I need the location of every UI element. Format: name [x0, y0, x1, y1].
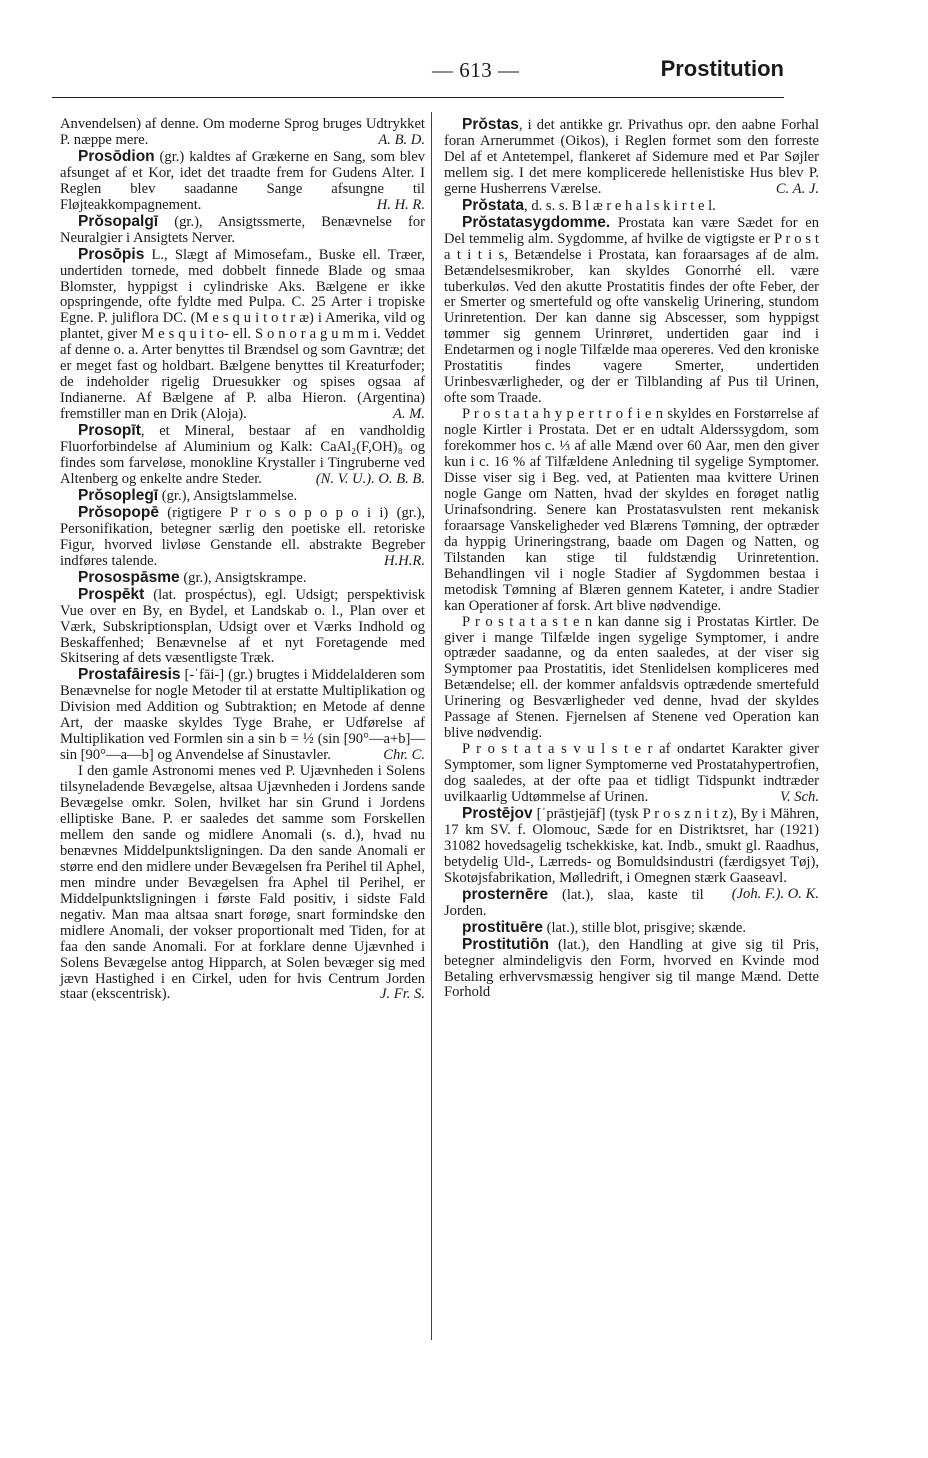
headword: Prŏstas: [462, 116, 519, 133]
headword: Prostitutiōn: [462, 935, 549, 953]
entry-prosopalgi: [60, 214, 425, 247]
entry-text: (lat.), stille blot, prisgive; skænde.: [542, 919, 747, 936]
entry-prostata: [444, 198, 819, 215]
author-signature: J. Fr. S.: [380, 986, 425, 1003]
author-signature: Chr. C.: [383, 747, 425, 764]
entry-prosoplegi: [60, 488, 425, 505]
entry-text: P r o s t a t a h y p e r t r o f i e n skyldes en Forstørrelse af nogle Kirtler i Prostata. Det er en udtalt Alderssygdom, som forekommer hos c. ⅓ af alle Mænd over 60 Aar, men den giver kun i c. 16 % af Tilfældene Anledning til sygelige Symptomer. Disse viser sig i Beg. ved, at Patienten maa kvittere Urinen nogle Gange om Natten, hvad der skyldes en forøget natlig Urinafsondring. Senere kan Prostatasvulsten rent mekanisk foraarsage Vanskeligheder ved Blærens Tømning, der optræder da hyppig Urineringstrang, baade om Dagen og Natten, og Tilstanden kan stige til fuldstændig Urinretention. Behandlingen vil i nogle Stadier af Sygdommen bestaa i metodisk Tømning af Blæren gennem Kateter, i andre Stadier kan Operationer af forsk. Art blive nødvendige.: [444, 406, 819, 614]
entry-text: (gr.), Ansigtssmerte, Benævnelse for Neuralgier i Ansigtets Nerver.: [60, 213, 425, 246]
headword: Prostējov: [462, 804, 533, 822]
entry-prosopis: [60, 247, 425, 423]
headword: Prosōpis: [78, 245, 145, 263]
entry-text: , d. s. s. B l æ r e h a l s k i r t e l.: [524, 197, 716, 214]
author-signature: (N. V. U.). O. B. B.: [315, 470, 425, 487]
entry-text: (gr.), Ansigtskrampe.: [179, 569, 307, 586]
entry-prospekt: [60, 587, 425, 668]
author-signature: C. A. J.: [775, 180, 819, 197]
author-signature: H. H. R.: [376, 196, 425, 213]
headword: prostituēre: [462, 918, 543, 936]
headword: Prosōdion: [78, 147, 155, 165]
headword: Prosopīt: [78, 422, 141, 440]
entry-text: I den gamle Astronomi menes ved P. Ujævnheden i Solens tilsyneladende Bevægelse, altsaa Ujævnheden i Jordens sande Bevægelse omkr. Solen, hvilket har sin Grund i Jordens elliptiske Bane. P. er saaledes det samme som Forskellen mellem den sande og midlere Anomali (s. d.), hvad nu benævnes Middelpunktsligningen. Da den sande Anomali er større end den midlere under Bevægelsen fra Perihel til Aphel, men mindre under Bevægelsen fra Aphel til Perihel, er Middelpunktsligningen i første Fald positiv, i sidste Fald negativ. Man maa altsaa snart forøge, snart formindske den midlere Anomali, der vokser proportionalt med Tiden, for at faa den sande Anomali. For at forklare denne Ujævnhed i Solens Bevægelse antog Hipparch, at Solen bevæger sig med jævn Hastighed i en Cirkel, uden for hvis Centrum Jorden staar (ekscentrisk).: [60, 763, 425, 1003]
left-column: [60, 117, 425, 1003]
entry-text: , et Mineral, bestaar af en vandholdig Fluorforbindelse af Aluminium og Kalk: CaAl₂(F,OH)₈ og findes som farveløse, monokline Krystaller i Tingruberne ved Altenberg og enkelte andre Steder.: [60, 423, 425, 487]
entry-text: (rigtigere P r o s o p o p o i i) (gr.), Personifikation, betegner særlig den poetiske ell. retoriske Figur, hvorved livløse Genstande ell. abstrakte Begreber indføres talende.: [60, 504, 425, 569]
entry-text: , i det antikke gr. Privathus opr. den aabne Forhal foran Arnerummet (Oikos), i Reglen formet som den forreste Del af et Antetempel, flankeret af Sidemure med et Par Søjler mellem sig. I det mere komplicerede hellenistiske Hus blev P. gerne Husherrens Værelse.: [444, 117, 819, 197]
entry-text: (lat.), den Handling at give sig til Pris, betegner almindeligvis den Form, hvorved en Kvinde mod Betaling erhvervsmæssig hengiver sig til mange Mænd. Dette Forhold: [444, 936, 819, 1001]
headword: Prŏstata: [462, 196, 525, 214]
page-header: [52, 58, 784, 88]
headword: Prŏsopopē: [78, 503, 159, 521]
entry-text: (gr.) kaldtes af Grækerne en Sang, som blev afsunget af et Kor, idet det traadte frem for Gudens Alter. I Reglen blev saadanne Sange afsungne til Fløjteakkompagnement.: [60, 148, 425, 213]
right-column: [444, 117, 819, 1001]
page-number: — 613 —: [432, 58, 520, 82]
entry-prosopit: [60, 423, 425, 488]
running-head: Prostitution: [660, 56, 784, 81]
entry-text: (lat.), slaa, kaste til Jorden.: [444, 886, 704, 919]
entry-text: Anvendelsen) af denne. Om moderne Sprog bruges Udtrykket P. næppe mere.: [60, 116, 425, 148]
entry-prostitution: [444, 937, 819, 1002]
entry-text: P r o s t a t a s t e n kan danne sig i Prostatas Kirtler. De giver i mange Tilfælde ingen sygelige Symptomer, i andre optræder saadanne, og da enten saaledes, at der viser sig Symptomer paa Prostatitis, idet Stenlidelsen kompliceres med Betændelse; ell. der kommer anfaldsvis optrædende smertefuld Urinering og Besværligheder ved denne, hvad der skyldes Passage af Stenen. Fjernelsen af Stenene ved Operation kan blive nødvendig.: [444, 613, 819, 742]
headword: Prosospāsme: [78, 568, 180, 586]
column-divider: [431, 112, 432, 1340]
entry-prostas: [444, 117, 819, 198]
entry-text: Prostata kan være Sædet for en Del temmelig alm. Sygdomme, af hvilke de vigtigste er P r o s t a t i t i s, Betændelse i Prostata, kan foraarsages af de alm. Betændelsesmikrober, kan skyldes Gonorrhé ell. være tuberkuløs. Ved den akutte Prostatitis findes der ofte Feber, der er Smerter og smertefuld og ofte vanskelig Urinering, stundom Urinretention. Der kan danne sig Abscesser, som hyppigst tømmer sig gennem Urinrøret, undertiden gaar ind i Endetarmen og i nogle Tilfælde maa opereres. Ved den kroniske Prostatitis findes vagere Smerter, undertiden Urinbesværligheder, og der er Tilblanding af Pus til Urinen, ofte som Traade.: [444, 214, 819, 407]
entry-prosodion: [60, 149, 425, 214]
entry-text: P r o s t a t a s v u l s t e r af ondartet Karakter giver Symptomer, som ligner Symptomerne ved Prostatahypertrofien, dog saaledes, at der ofte paa et tidligt Tidspunkt indtræder uvilkaarlig Udtømmelse af Urinen.: [444, 741, 819, 806]
author-signature: (Joh. F.). O. K.: [731, 885, 819, 902]
headword: Prospēkt: [78, 585, 145, 603]
entry-anvendelsen: [60, 117, 425, 149]
entry-prostatasten: [444, 615, 819, 743]
entry-astronomi: [60, 764, 425, 1003]
entry-prostafairesis: [60, 667, 425, 764]
entry-text: (gr.), Ansigtslammelse.: [158, 487, 298, 504]
entry-text: [-ˈfāi-] (gr.) brugtes i Middelalderen som Benævnelse for nogle Metoder til at erstatte Multiplikation og Division med Addition og Subtraktion; en Metode af denne Art, der maaske skyldes Tyge Brahe, er Udførelse af Multiplikation ved Formlen sin a sin b = ½ (sin [90°—a+b]—sin [90°—a—b] og Anvendelse af Sinustavler.: [60, 667, 425, 764]
author-signature: A. M.: [392, 406, 425, 423]
entry-text: [ˈprāstjejāf] (tysk P r o s z n i t z), By i Mähren, 17 km SV. f. Olomouc, Sæde for en Distriktsret, har (1921) 31082 hovedsagelig tschekkiske, kat. Indb., smukt gl. Raadhus, betydelig Uld-, Lærreds- og Bomuldsindustri (færdigsyet Tøj), Skotøjsfabrikation, Mølledrift, i Omegnen stærk Gaaseavl.: [444, 805, 819, 886]
entry-prosospasme: [60, 570, 425, 587]
headword: Prŏsoplegī: [78, 486, 159, 504]
entry-text: L., Slægt af Mimosefam., Buske ell. Træer, undertiden tornede, med dobbelt finnede Blade og smaa Blomster, hyppigst i cylindriske Aks. Bælgene er ikke opspringende, ofte fyldte med Pulpa. C. 25 Arter i tropiske Egne. P. juliflora DC. (M e s q u i t o t r æ) i Amerika, vild og plantet, giver M e s q u i t o- ell. S o n o r a g u m m i. Veddet af denne o. a. Arter benyttes til Brændsel og som Gavntræ; det er meget fast og holdbart. Bælgene benyttes til Kreaturfoder; de indeholder rigelig Druesukker og spises ogsaa af Indianerne. Af Bælgene af P. alba Hieron. (Argentina) fremstiller man en Drik (Aloja).: [60, 246, 425, 423]
headword: prosternēre: [462, 885, 549, 903]
header-rule: [52, 97, 784, 98]
author-signature: A. B. D.: [378, 131, 425, 148]
entry-prostituere: [444, 920, 819, 937]
entry-prostatahypertrofien: [444, 407, 819, 614]
headword: Prŏsopalgī: [78, 212, 159, 230]
headword: Prŏstatasygdomme.: [462, 213, 611, 231]
entry-prostatasygdomme: [444, 215, 819, 407]
author-signature: V. Sch.: [779, 789, 819, 806]
headword: Prostafāiresis: [78, 666, 181, 684]
entry-prostatasvulster: [444, 742, 819, 806]
entry-prosopope: [60, 505, 425, 570]
entry-text: (lat. prospéctus), egl. Udsigt; perspektivisk Vue over en By, en Bydel, et Landskab o. l., Plan over et Værk, Subskriptionsplan, Udsigt over et Værks Indhold og Beskaffenhed; Benævnelse af et nyt Foretagende med Skitsering af dets væsentligste Træk.: [60, 586, 425, 667]
author-signature: H.H.R.: [384, 552, 425, 569]
